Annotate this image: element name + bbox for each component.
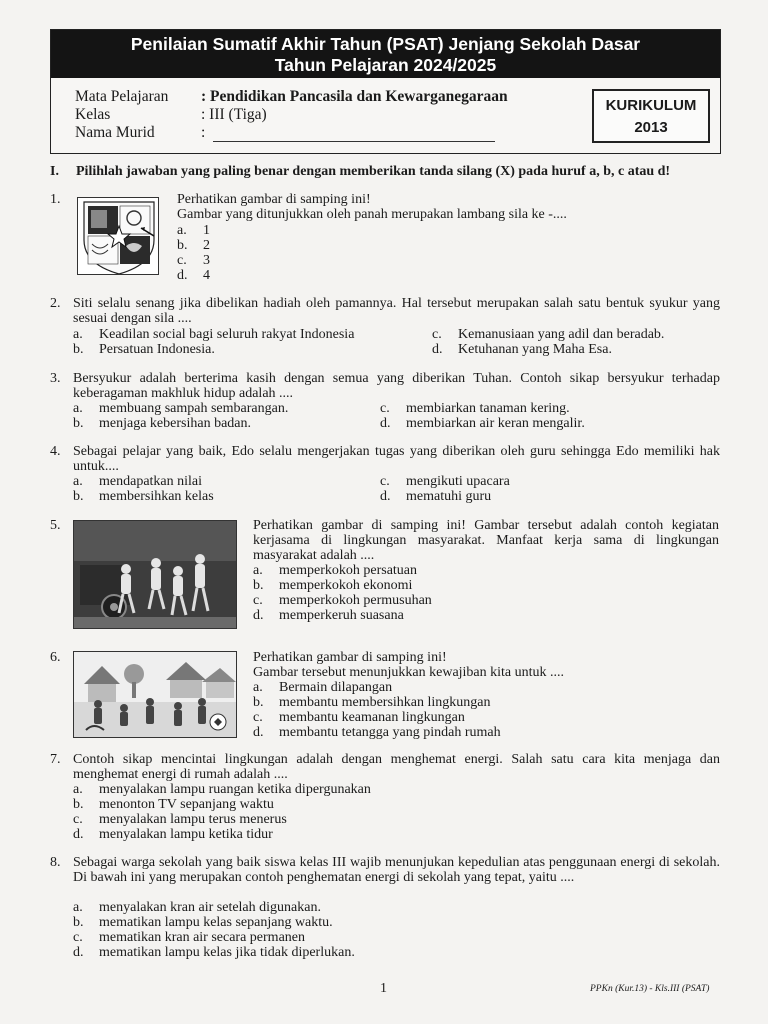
option-d[interactable] (253, 608, 404, 623)
question-text-line1: Perhatikan gambar di samping ini! (177, 192, 371, 207)
option-text: Persatuan Indonesia. (99, 342, 215, 357)
name-colon: : (201, 124, 206, 141)
option-d[interactable] (380, 416, 585, 431)
question-text: Bersyukur adalah berterima kasih dengan semua yang diberikan Tuhan. Contoh sikap bersyukur terhadap keberagaman makhluk hidup adalah .... (73, 371, 720, 401)
option-a[interactable] (73, 900, 321, 915)
option-b[interactable] (253, 695, 491, 710)
option-key: a. (73, 900, 83, 915)
option-c[interactable] (253, 593, 432, 608)
option-a[interactable] (73, 401, 288, 416)
option-key: a. (73, 474, 83, 489)
option-d[interactable] (253, 725, 501, 740)
option-text: membantu keamanan lingkungan (279, 710, 465, 725)
option-key: d. (380, 416, 391, 431)
option-text: menyalakan lampu ketika tidur (99, 827, 273, 842)
option-key: c. (432, 327, 442, 342)
pancasila-shield-icon (78, 198, 159, 275)
option-b[interactable] (177, 238, 210, 253)
question-number: 7. (50, 752, 61, 767)
option-c[interactable] (73, 812, 287, 827)
option-text: menonton TV sepanjang waktu (99, 797, 274, 812)
name-label: Nama Murid (75, 124, 155, 141)
question-number: 1. (50, 192, 61, 207)
option-text: memperkeruh suasana (279, 608, 404, 623)
option-key: c. (73, 930, 83, 945)
header-title-line2: Tahun Pelajaran 2024/2025 (274, 55, 497, 75)
class-label: Kelas (75, 106, 111, 123)
option-text: menjaga kebersihan badan. (99, 416, 251, 431)
option-b[interactable] (73, 797, 274, 812)
option-a[interactable] (177, 223, 210, 238)
option-text: mematikan kran air secara permanen (99, 930, 306, 945)
option-key: b. (177, 238, 188, 253)
question-text: Siti selalu senang jika dibelikan hadiah oleh pamannya. Hal tersebut merupakan salah satu bentuk syukur yang sesuai dengan sila .... (73, 296, 720, 326)
option-text: membantu tetangga yang pindah rumah (279, 725, 501, 740)
option-key: c. (253, 710, 263, 725)
option-b[interactable] (253, 578, 412, 593)
question-number: 3. (50, 371, 61, 386)
option-text: mengikuti upacara (406, 474, 510, 489)
option-key: d. (253, 725, 264, 740)
section-text: Pilihlah jawaban yang paling benar dengan memberikan tanda silang (X) pada huruf a, b, c atau d! (76, 164, 671, 179)
curriculum-year: 2013 (634, 119, 668, 136)
option-key: a. (177, 223, 187, 238)
option-key: a. (253, 563, 263, 578)
option-d[interactable] (73, 945, 355, 960)
option-text: menyalakan lampu ruangan ketika dipergunakan (99, 782, 371, 797)
option-text: membersihkan kelas (99, 489, 214, 504)
subject-label: Mata Pelajaran (75, 88, 169, 105)
question-text: Perhatikan gambar di samping ini! Gambar tersebut adalah contoh kegiatan kerjasama di lingkungan masyarakat. Manfaat kerja sama di lingkungan masyarakat adalah .... (253, 518, 719, 563)
option-key: a. (73, 327, 83, 342)
question-text-line1: Perhatikan gambar di samping ini! (253, 650, 447, 665)
question-number: 4. (50, 444, 61, 459)
option-d[interactable] (73, 827, 273, 842)
option-c[interactable] (73, 930, 305, 945)
option-a[interactable] (253, 680, 392, 695)
header-title-line1: Penilaian Sumatif Akhir Tahun (PSAT) Jenjang Sekolah Dasar (130, 34, 641, 54)
option-key: d. (177, 268, 188, 283)
option-key: d. (253, 608, 264, 623)
question-text: Contoh sikap mencintai lingkungan adalah dengan menghemat energi. Salah satu cara kita menjaga dan menghemat energi di rumah adalah .... (73, 752, 720, 782)
option-text: Bermain dilapangan (279, 680, 393, 695)
option-key: b. (253, 695, 264, 710)
option-c[interactable] (432, 327, 664, 342)
option-c[interactable] (380, 401, 570, 416)
option-key: c. (380, 474, 390, 489)
garuda-shield-image (77, 197, 159, 275)
option-text: mematikan lampu kelas sepanjang waktu. (99, 915, 333, 930)
option-a[interactable] (253, 563, 417, 578)
option-key: d. (73, 945, 84, 960)
option-text: Keadilan social bagi seluruh rakyat Indonesia (99, 327, 355, 342)
option-text: 4 (203, 268, 210, 283)
option-a[interactable] (73, 782, 371, 797)
option-text: menyalakan lampu terus menerus (99, 812, 287, 827)
option-d[interactable] (432, 342, 612, 357)
option-text: mendapatkan nilai (99, 474, 203, 489)
option-c[interactable] (380, 474, 510, 489)
option-text: Ketuhanan yang Maha Esa. (458, 342, 612, 357)
option-c[interactable] (253, 710, 465, 725)
option-text: mematuhi guru (406, 489, 492, 504)
option-key: d. (73, 827, 84, 842)
option-key: b. (73, 489, 84, 504)
option-d[interactable] (380, 489, 491, 504)
option-key: a. (253, 680, 263, 695)
header-title-band (51, 30, 720, 78)
option-b[interactable] (73, 915, 333, 930)
curriculum-badge (592, 89, 710, 143)
page-number: 1 (380, 981, 387, 996)
option-a[interactable] (73, 327, 354, 342)
option-key: d. (432, 342, 443, 357)
option-key: c. (177, 253, 187, 268)
option-key: b. (73, 342, 84, 357)
question-number: 5. (50, 518, 61, 533)
section-number: I. (50, 164, 59, 179)
option-key: b. (253, 578, 264, 593)
option-text: membantu membersihkan lingkungan (279, 695, 491, 710)
option-text: Kemanusiaan yang adil dan beradab. (458, 327, 665, 342)
question-text-line2: Gambar tersebut menunjukkan kewajiban kita untuk .... (253, 665, 565, 680)
name-input-line[interactable] (213, 141, 495, 142)
community-work-illustration (74, 521, 237, 629)
option-text: 1 (203, 223, 210, 238)
question-number: 8. (50, 855, 61, 870)
class-value: : III (Tiga) (201, 106, 267, 123)
option-key: c. (253, 593, 263, 608)
option-key: b. (73, 915, 84, 930)
option-b[interactable] (73, 489, 214, 504)
option-text: memperkokoh permusuhan (279, 593, 432, 608)
option-key: b. (73, 416, 84, 431)
option-d[interactable] (177, 268, 210, 283)
option-b[interactable] (73, 342, 215, 357)
option-text: membiarkan tanaman kering. (406, 401, 570, 416)
question-text-line2: Gambar yang ditunjukkan oleh panah merupakan lambang sila ke -.... (177, 207, 567, 222)
curriculum-label: KURIKULUM (605, 97, 697, 114)
footer-code: PPKn (Kur.13) - Kls.III (PSAT) (590, 984, 710, 994)
option-key: b. (73, 797, 84, 812)
option-b[interactable] (73, 416, 251, 431)
question-number: 2. (50, 296, 61, 311)
option-text: memperkokoh persatuan (279, 563, 418, 578)
cooperation-image (73, 520, 237, 629)
option-text: membuang sampah sembarangan. (99, 401, 289, 416)
option-text: menyalakan kran air setelah digunakan. (99, 900, 321, 915)
question-text: Sebagai pelajar yang baik, Edo selalu mengerjakan tugas yang diberikan oleh guru sehingga Edo memiliki hak untuk.... (73, 444, 720, 474)
question-text: Sebagai warga sekolah yang baik siswa kelas III wajib menunjukan kepedulian atas penggunaan energi di sekolah. Di bawah ini yang merupakan contoh penghematan energi di sekolah yang tepat, yaitu .... (73, 855, 720, 885)
option-text: membiarkan air keran mengalir. (406, 416, 585, 431)
neighborhood-cleanup-illustration (74, 652, 237, 738)
option-text: memperkokoh ekonomi (279, 578, 413, 593)
option-a[interactable] (73, 474, 202, 489)
option-key: a. (73, 401, 83, 416)
option-text: 2 (203, 238, 210, 253)
option-key: c. (380, 401, 390, 416)
subject-value: : Pendidikan Pancasila dan Kewarganegaraan (201, 88, 508, 105)
option-text: mematikan lampu kelas jika tidak diperlukan. (99, 945, 355, 960)
question-number: 6. (50, 650, 61, 665)
clean-up-image (73, 651, 237, 738)
option-text: 3 (203, 253, 210, 268)
option-key: a. (73, 782, 83, 797)
option-c[interactable] (177, 253, 210, 268)
option-key: c. (73, 812, 83, 827)
option-key: d. (380, 489, 391, 504)
